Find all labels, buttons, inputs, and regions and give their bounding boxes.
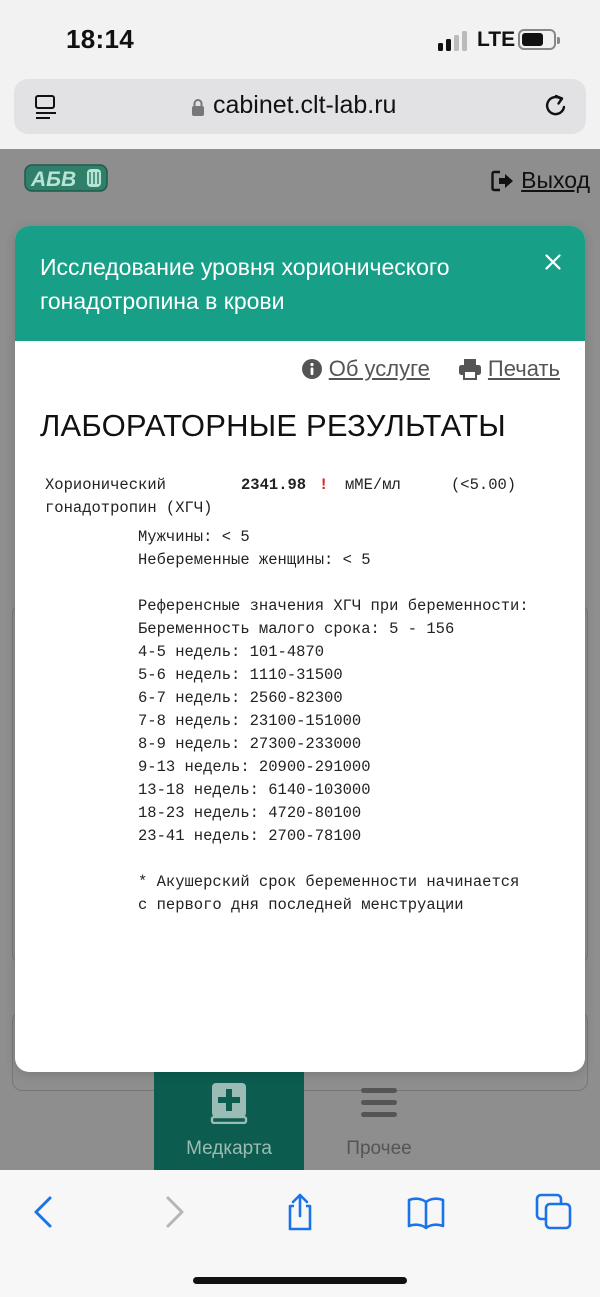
status-bar bbox=[0, 0, 600, 76]
reader-view-icon[interactable] bbox=[34, 93, 58, 121]
print-link[interactable] bbox=[458, 356, 560, 382]
about-service-link[interactable] bbox=[301, 356, 430, 382]
note-line: 13-18 недель: 6140-103000 bbox=[138, 781, 371, 799]
logo-text: АБВ bbox=[31, 168, 77, 191]
exit-label[interactable]: Выход bbox=[521, 167, 590, 193]
status-time: 18:14 bbox=[66, 24, 134, 54]
url-text[interactable]: cabinet.clt-lab.ru bbox=[213, 91, 397, 119]
site-logo[interactable] bbox=[24, 163, 110, 193]
exit-link[interactable] bbox=[491, 167, 590, 194]
result-unit: мМЕ/мл bbox=[345, 476, 401, 494]
reload-icon[interactable] bbox=[542, 92, 570, 120]
note-line: 4-5 недель: 101-4870 bbox=[138, 643, 325, 661]
note-line: 23-41 недель: 2700-78100 bbox=[138, 827, 362, 845]
modal-actions bbox=[301, 356, 560, 382]
home-indicator bbox=[193, 1277, 407, 1284]
results-heading: ЛАБОРАТОРНЫЕ РЕЗУЛЬТАТЫ bbox=[40, 408, 506, 443]
nav-item-other[interactable] bbox=[304, 1070, 454, 1170]
note-line: 7-8 недель: 23100-151000 bbox=[138, 712, 362, 730]
address-bar[interactable] bbox=[14, 79, 586, 134]
menu-icon bbox=[359, 1082, 399, 1124]
tabs-icon[interactable] bbox=[534, 1192, 574, 1232]
note-line: Мужчины: < 5 bbox=[138, 528, 250, 546]
note-line: 8-9 недель: 27300-233000 bbox=[138, 735, 362, 753]
modal-header bbox=[15, 226, 585, 341]
bottom-nav bbox=[0, 1070, 600, 1170]
note-line: 5-6 недель: 1110-31500 bbox=[138, 666, 343, 684]
note-line: Референсные значения ХГЧ при беременности: bbox=[138, 597, 529, 615]
nav-label-other: Прочее bbox=[346, 1138, 412, 1159]
test-name-line: Хорионический bbox=[45, 476, 166, 494]
print-label[interactable]: Печать bbox=[487, 356, 560, 381]
modal-title: Исследование уровня хорионического гонадотропина в крови bbox=[40, 254, 450, 314]
back-icon[interactable] bbox=[24, 1192, 64, 1232]
bookmarks-icon[interactable] bbox=[406, 1192, 446, 1232]
reference-range: (<5.00) bbox=[451, 476, 517, 494]
service-modal bbox=[15, 226, 585, 1072]
test-name bbox=[45, 474, 212, 520]
printer-icon bbox=[458, 358, 482, 380]
note-line bbox=[138, 848, 529, 871]
note-line bbox=[138, 572, 529, 595]
sign-out-icon bbox=[491, 170, 515, 192]
note-line: * Акушерский срок беременности начинается bbox=[138, 873, 520, 891]
info-icon bbox=[301, 358, 323, 380]
lock-icon bbox=[191, 98, 205, 116]
nav-item-medcard[interactable] bbox=[154, 1070, 304, 1170]
battery-icon bbox=[518, 29, 556, 50]
test-name-line: гонадотропин (ХГЧ) bbox=[45, 499, 213, 517]
medical-book-icon bbox=[209, 1082, 249, 1124]
share-icon[interactable] bbox=[280, 1192, 320, 1232]
result-value: 2341.98 bbox=[241, 476, 307, 494]
nav-label-medcard: Медкарта bbox=[186, 1138, 272, 1159]
reference-notes bbox=[138, 526, 529, 917]
signal-icon bbox=[438, 29, 470, 51]
note-line: Беременность малого срока: 5 - 156 bbox=[138, 620, 455, 638]
note-line: с первого дня последней менструации bbox=[138, 896, 464, 914]
note-line: 9-13 недель: 20900-291000 bbox=[138, 758, 371, 776]
about-service-label[interactable]: Об услуге bbox=[328, 356, 430, 381]
network-type: LTE bbox=[477, 28, 516, 51]
close-icon[interactable] bbox=[545, 254, 561, 270]
note-line: 6-7 недель: 2560-82300 bbox=[138, 689, 343, 707]
note-line: Небеременные женщины: < 5 bbox=[138, 551, 371, 569]
abnormal-flag: ! bbox=[319, 476, 329, 494]
note-line: 18-23 недель: 4720-80100 bbox=[138, 804, 362, 822]
forward-icon[interactable] bbox=[154, 1192, 194, 1232]
